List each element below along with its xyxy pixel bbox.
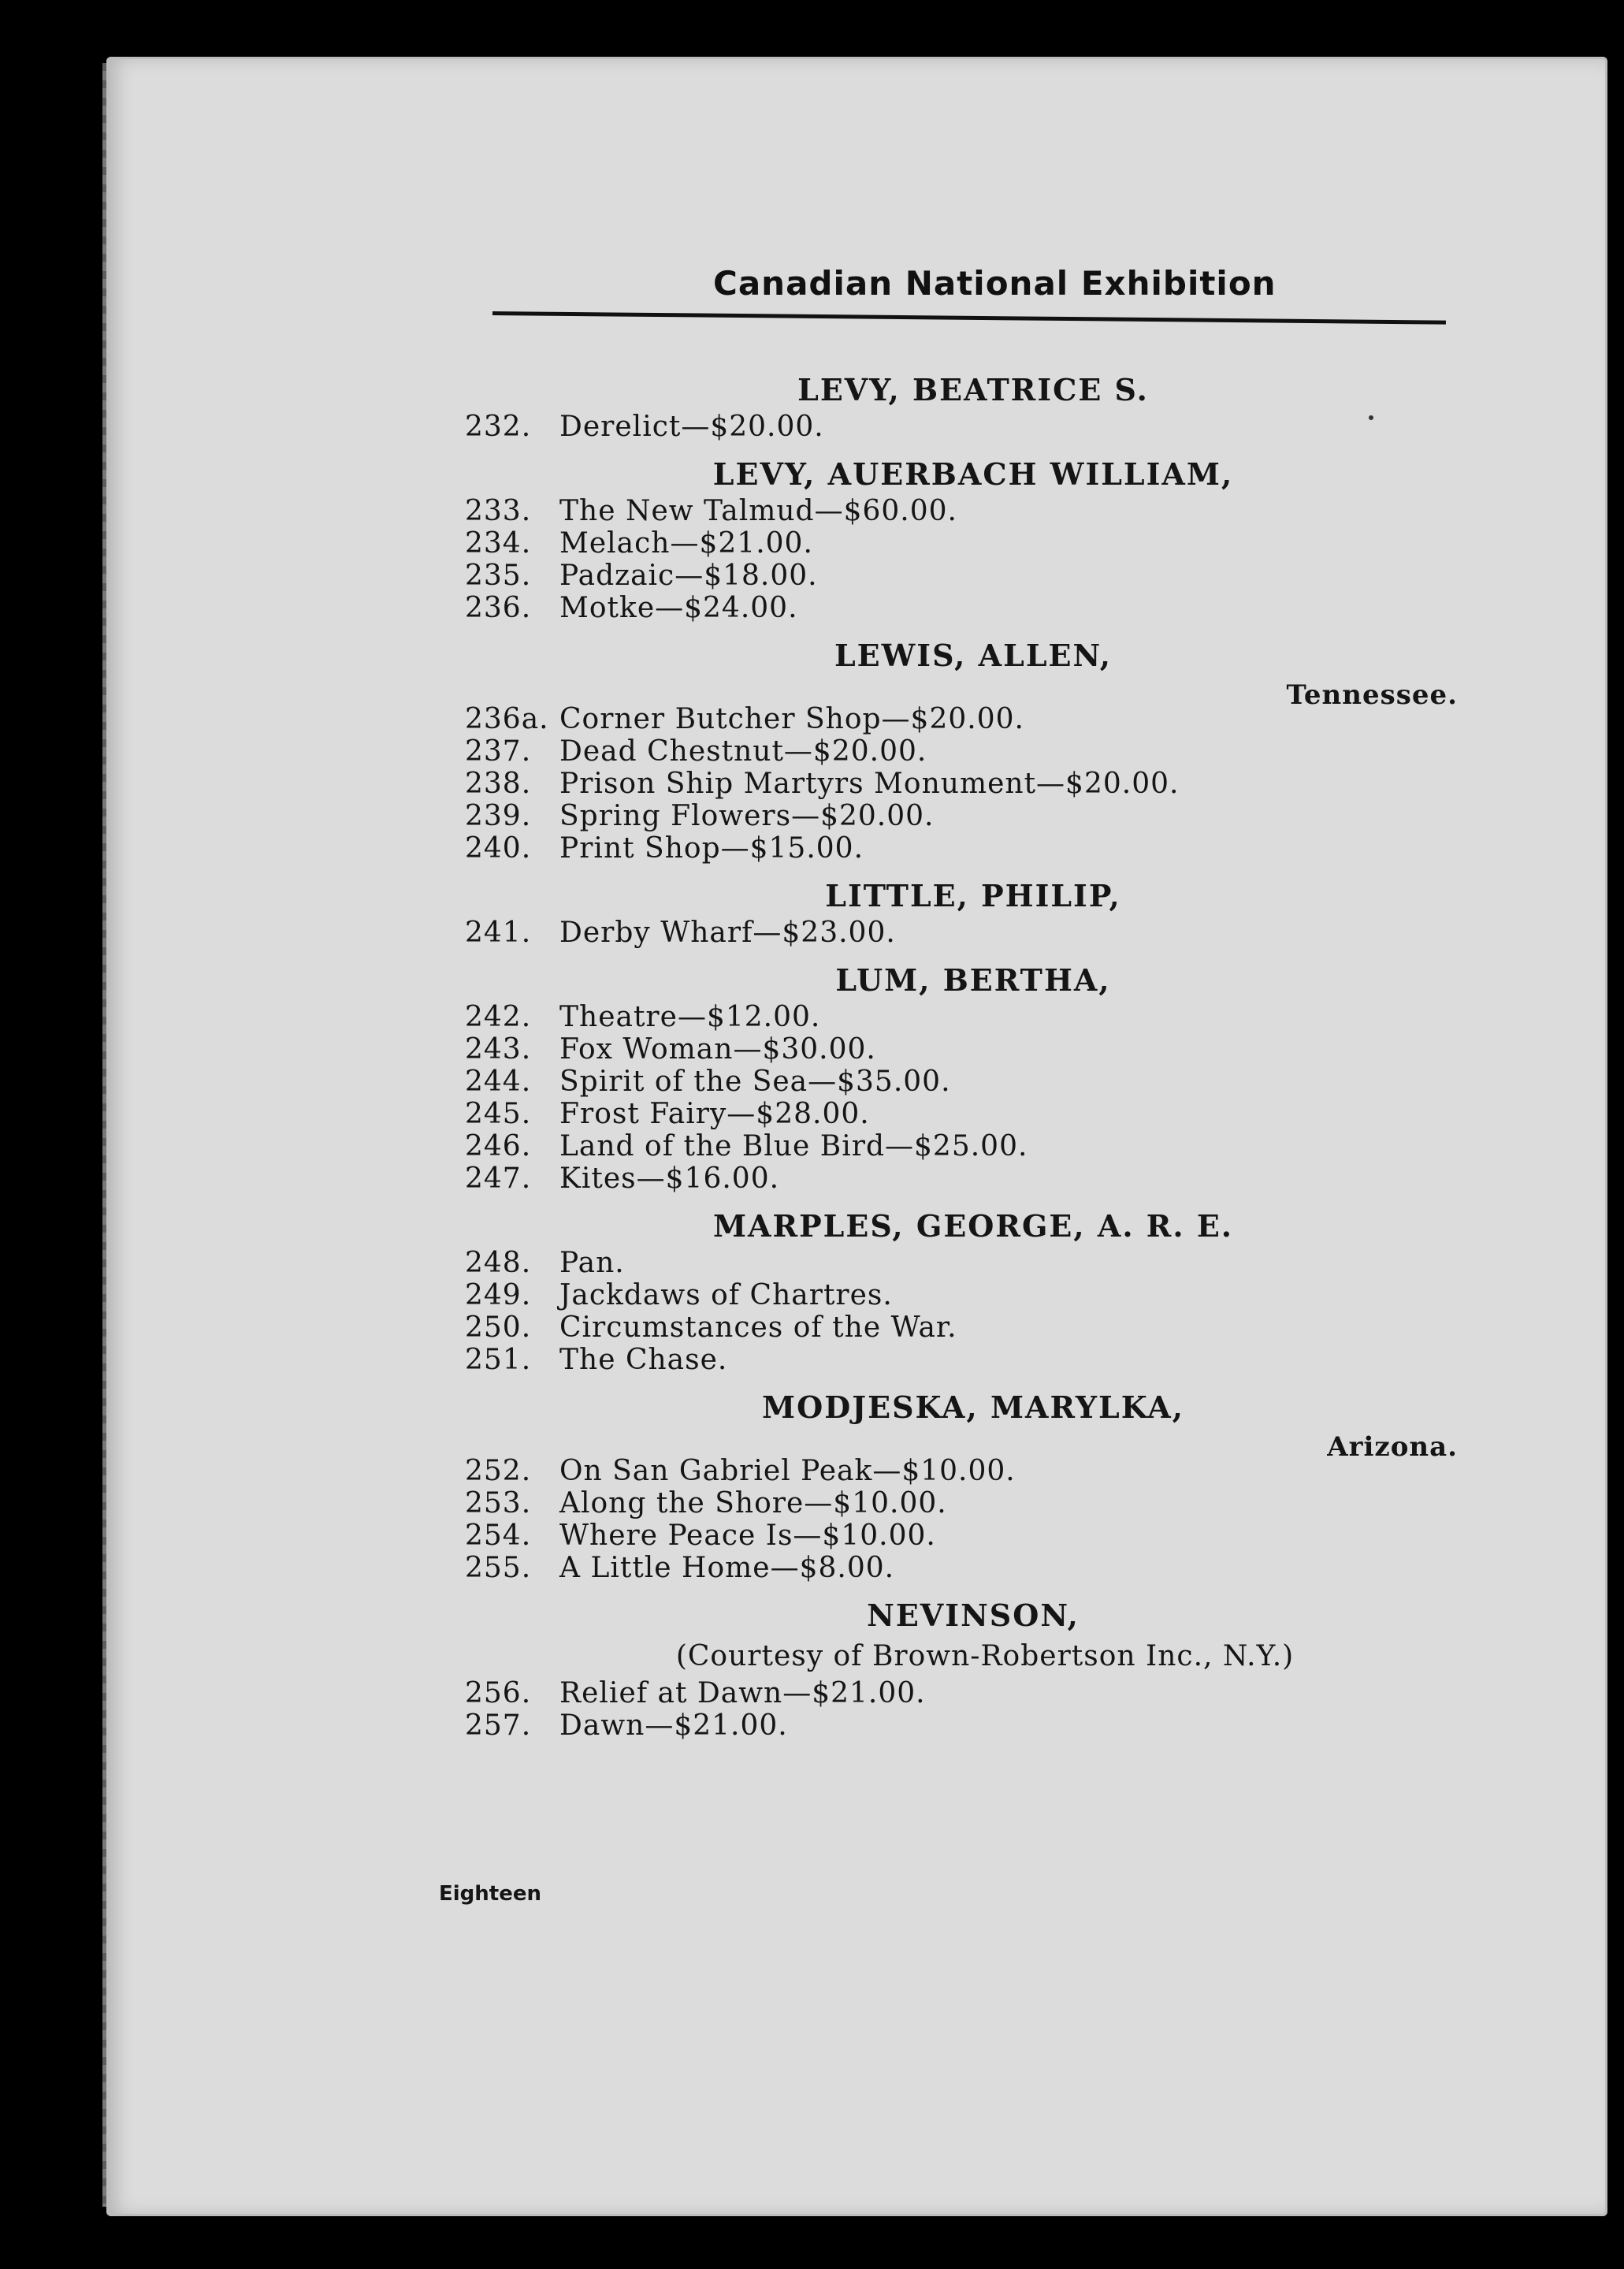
work-number: 244. xyxy=(465,1066,532,1098)
work-number: 241. xyxy=(465,917,532,949)
work-number: 249. xyxy=(465,1279,532,1311)
work-title: The New Talmud—$60.00. xyxy=(559,495,957,527)
work-item xyxy=(465,1279,1458,1311)
work-title: Relief at Dawn—$21.00. xyxy=(559,1677,926,1709)
artist-name: LEVY, AUERBACH WILLIAM, xyxy=(712,456,1234,492)
work-title: Motke—$24.00. xyxy=(559,592,798,624)
work-number: 240. xyxy=(465,832,532,865)
work-list xyxy=(465,1247,1458,1376)
work-item xyxy=(465,1709,1458,1742)
work-item xyxy=(465,1130,1458,1162)
artist-entry xyxy=(465,1595,1458,1742)
work-title: Print Shop—$15.00. xyxy=(559,832,864,865)
work-item xyxy=(465,1552,1458,1584)
work-title: Derelict—$20.00. xyxy=(559,411,824,443)
work-number: 242. xyxy=(465,1001,532,1033)
work-number: 250. xyxy=(465,1311,532,1344)
artist-location: Arizona. xyxy=(1327,1431,1458,1463)
work-item xyxy=(465,1487,1458,1519)
work-list xyxy=(465,917,1458,949)
artist-entry xyxy=(465,635,1458,865)
work-number: 251. xyxy=(465,1344,532,1376)
artist-entry xyxy=(465,1206,1458,1376)
work-title: Where Peace Is—$10.00. xyxy=(559,1519,936,1552)
work-title: Prison Ship Martyrs Monument—$20.00. xyxy=(559,768,1180,800)
work-number: 233. xyxy=(465,495,532,527)
work-number: 236. xyxy=(465,592,532,624)
work-title: Dead Chestnut—$20.00. xyxy=(559,735,927,768)
work-title: Along the Shore—$10.00. xyxy=(559,1487,947,1519)
work-number: 252. xyxy=(465,1455,532,1487)
artist-name: LEWIS, ALLEN, xyxy=(834,638,1113,673)
work-title: Jackdaws of Chartres. xyxy=(559,1279,893,1311)
work-number: 254. xyxy=(465,1519,532,1552)
work-title: Frost Fairy—$28.00. xyxy=(559,1098,870,1130)
work-number: 238. xyxy=(465,768,532,800)
work-title: Dawn—$21.00. xyxy=(559,1709,788,1742)
work-title: Spirit of the Sea—$35.00. xyxy=(559,1066,951,1098)
artist-entry xyxy=(465,876,1458,949)
work-item xyxy=(465,1033,1458,1066)
work-number: 239. xyxy=(465,800,532,832)
work-item xyxy=(465,1098,1458,1130)
work-item xyxy=(465,1001,1458,1033)
artist-name: MARPLES, GEORGE, A. R. E. xyxy=(712,1208,1234,1244)
work-item xyxy=(465,1677,1458,1709)
work-item xyxy=(465,1311,1458,1344)
work-number: 235. xyxy=(465,560,532,592)
artist-entry xyxy=(465,960,1458,1195)
work-list xyxy=(465,703,1458,865)
artist-name: LITTLE, PHILIP, xyxy=(825,878,1121,913)
work-number: 237. xyxy=(465,735,532,768)
work-list xyxy=(465,1677,1458,1742)
work-title: A Little Home—$8.00. xyxy=(559,1552,895,1584)
work-item xyxy=(465,917,1458,949)
artist-location: Tennessee. xyxy=(1286,679,1458,711)
work-number: 248. xyxy=(465,1247,532,1279)
work-title: Land of the Blue Bird—$25.00. xyxy=(559,1130,1028,1162)
work-title: On San Gabriel Peak—$10.00. xyxy=(559,1455,1016,1487)
work-number: 232. xyxy=(465,411,532,443)
work-title: Spring Flowers—$20.00. xyxy=(559,800,935,832)
work-item xyxy=(465,832,1458,865)
work-title: Circumstances of the War. xyxy=(559,1311,957,1344)
page-number-label: Eighteen xyxy=(439,1882,541,1906)
page-header-title: Canadian National Exhibition xyxy=(713,264,1277,303)
work-list xyxy=(465,1001,1458,1195)
work-item xyxy=(465,1066,1458,1098)
work-item xyxy=(465,1519,1458,1552)
work-list xyxy=(465,1455,1458,1584)
work-item xyxy=(465,411,1458,443)
work-item xyxy=(465,592,1458,624)
work-item xyxy=(465,735,1458,768)
work-item xyxy=(465,1247,1458,1279)
work-title: Theatre—$12.00. xyxy=(559,1001,821,1033)
work-number: 253. xyxy=(465,1487,532,1519)
work-title: Corner Butcher Shop—$20.00. xyxy=(559,703,1024,735)
artist-listing xyxy=(465,359,1458,1742)
work-list xyxy=(465,411,1458,443)
work-item xyxy=(465,800,1458,832)
work-number: 256. xyxy=(465,1677,532,1709)
artist-name: NEVINSON, xyxy=(867,1598,1080,1633)
work-number: 243. xyxy=(465,1033,532,1066)
artist-entry xyxy=(465,370,1458,443)
work-number: 234. xyxy=(465,527,532,560)
artist-entry xyxy=(465,454,1458,624)
work-item xyxy=(465,560,1458,592)
work-list xyxy=(465,495,1458,624)
work-item xyxy=(465,768,1458,800)
work-item xyxy=(465,1344,1458,1376)
work-item xyxy=(465,495,1458,527)
work-number: 247. xyxy=(465,1162,532,1195)
work-number: 246. xyxy=(465,1130,532,1162)
work-item xyxy=(465,527,1458,560)
work-title: Melach—$21.00. xyxy=(559,527,813,560)
work-title: Fox Woman—$30.00. xyxy=(559,1033,876,1066)
work-title: Derby Wharf—$23.00. xyxy=(559,917,896,949)
work-number: 255. xyxy=(465,1552,532,1584)
artist-name: MODJESKA, MARYLKA, xyxy=(762,1389,1184,1425)
artist-entry xyxy=(465,1387,1458,1584)
work-title: Kites—$16.00. xyxy=(559,1162,780,1195)
work-title: Padzaic—$18.00. xyxy=(559,560,818,592)
work-title: Pan. xyxy=(559,1247,625,1279)
artist-name: LEVY, BEATRICE S. xyxy=(797,372,1149,407)
work-number: 245. xyxy=(465,1098,532,1130)
work-number: 236a. xyxy=(465,703,549,735)
artist-note: (Courtesy of Brown-Robertson Inc., N.Y.) xyxy=(675,1640,1295,1672)
work-number: 257. xyxy=(465,1709,532,1742)
work-title: The Chase. xyxy=(559,1344,728,1376)
artist-name: LUM, BERTHA, xyxy=(835,962,1111,998)
work-item xyxy=(465,1455,1458,1487)
work-item xyxy=(465,1162,1458,1195)
